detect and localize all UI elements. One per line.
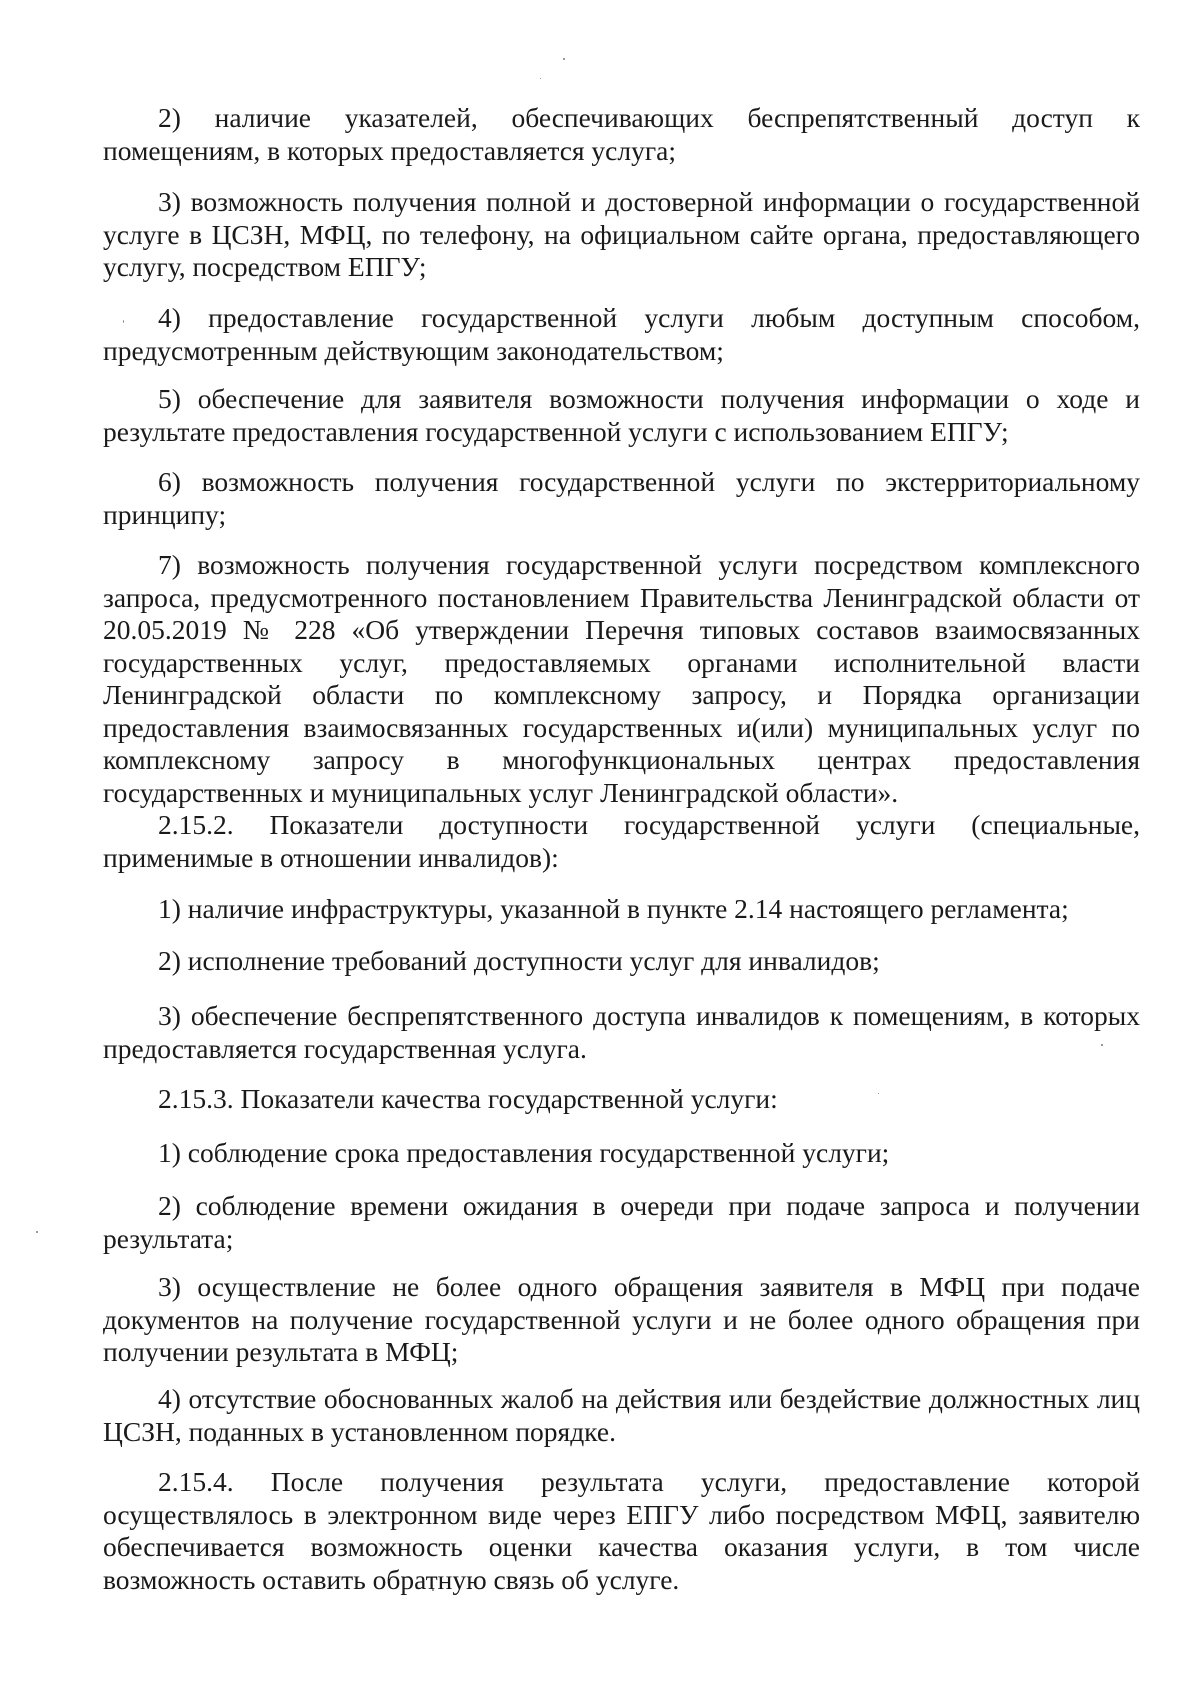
paragraph-disabled-1: 1) наличие инфраструктуры, указанной в пункте 2.14 настоящего регламента; — [158, 893, 1069, 924]
paragraph-item-4: 4) предоставление государственной услуги любым доступным способом, предусмотренным действующим законодательством; — [103, 302, 1140, 366]
paragraph-disabled-3: 3) обеспечение беспрепятственного доступа инвалидов к помещениям, в которых предоставляется государственная услуга. — [103, 1000, 1140, 1064]
paragraph-quality-1: 1) соблюдение срока предоставления государственной услуги; — [158, 1137, 890, 1168]
paragraph-item-2: 2) наличие указателей, обеспечивающих беспрепятственный доступ к помещениям, в которых предоставляется услуга; — [103, 102, 1140, 166]
paragraph-item-6: 6) возможность получения государственной услуги по экстерриториальному принципу; — [103, 466, 1140, 530]
scan-speck — [540, 78, 541, 79]
paragraph-disabled-2: 2) исполнение требований доступности услуг для инвалидов; — [158, 945, 880, 976]
paragraph-quality-2: 2) соблюдение времени ожидания в очереди при подаче запроса и получении результата; — [103, 1190, 1140, 1254]
paragraph-item-5: 5) обеспечение для заявителя возможности получения информации о ходе и результате предоставления государственной услуги с использованием ЕПГУ; — [103, 383, 1140, 447]
scan-speck — [36, 1231, 38, 1233]
paragraph-quality-4: 4) отсутствие обоснованных жалоб на действия или бездействие должностных лиц ЦСЗН, поданных в установленном порядке. — [103, 1383, 1140, 1447]
scan-speck — [563, 58, 565, 60]
section-2-15-3: 2.15.3. Показатели качества государственной услуги: — [158, 1083, 778, 1114]
section-2-15-2: 2.15.2. Показатели доступности государственной услуги (специальные, применимые в отношении инвалидов): — [103, 809, 1140, 873]
paragraph-item-7: 7) возможность получения государственной услуги посредством комплексного запроса, предусмотренного постановлением Правительства Ленинградской области от 20.05.2019 № 228 «Об утверждении Перечня типовых составов взаимосвязанных государственных услуг, предоставляемых органами исполнительной власти Ленинградской области по комплексному запросу, и Порядка организации предоставления взаимосвязанных государственных и(или) муниципальных услуг по комплексному запросу в многофункциональных центрах предоставления государственных и муниципальных услуг Ленинградской области». — [103, 549, 1140, 808]
section-2-15-4: 2.15.4. После получения результата услуги, предоставление которой осуществлялось в электронном виде через ЕПГУ либо посредством МФЦ, заявителю обеспечивается возможность оценки качества оказания услуги, в том числе возможность оставить обратную связь об услуге. — [103, 1466, 1140, 1595]
paragraph-item-3: 3) возможность получения полной и достоверной информации о государственной услуге в ЦСЗН, МФЦ, по телефону, на официальном сайте органа, предоставляющего услугу, посредством ЕПГУ; — [103, 186, 1140, 282]
paragraph-quality-3: 3) осуществление не более одного обращения заявителя в МФЦ при подаче документов на получение государственной услуги и не более одного обращения при получении результата в МФЦ; — [103, 1271, 1140, 1367]
